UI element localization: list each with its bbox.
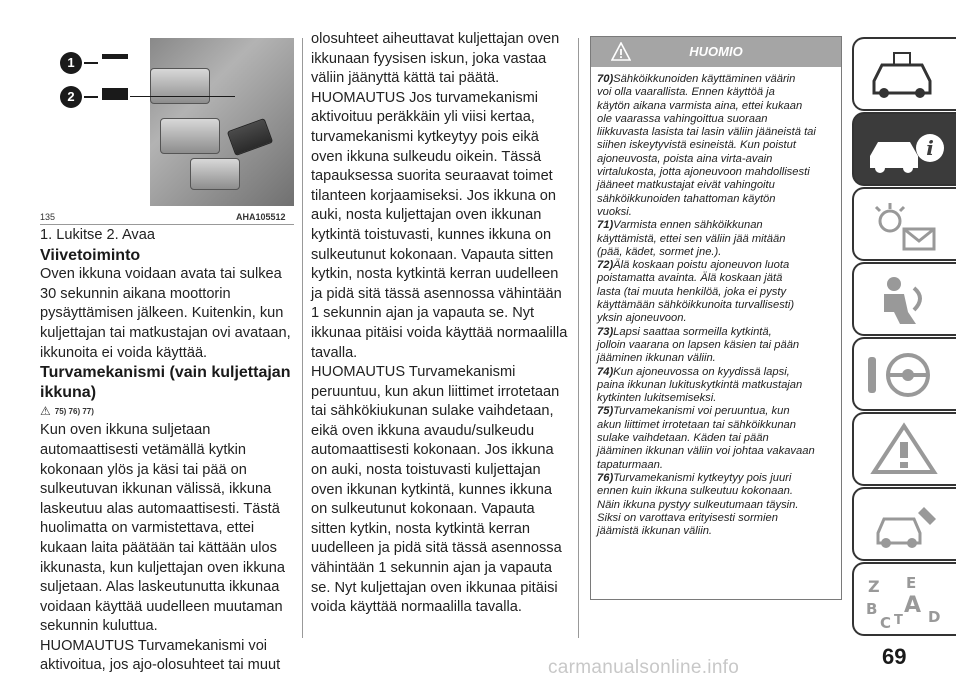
index-letter: Z <box>868 577 880 596</box>
index-letter: C <box>880 614 892 628</box>
reference-numbers: 75) 76) 77) <box>54 407 94 417</box>
text-line: kytkin, nosta kytkintä kerran uudelleen <box>311 266 559 283</box>
section-heading: Viivetoiminto <box>40 246 141 264</box>
caution-text: sulake vaihdetaan. Käden tai pään <box>597 432 769 445</box>
text-line: sulkeutuvan ikkunan välissä, ikkuna <box>40 481 272 498</box>
text-line: 30 sekunnin aikana moottorin <box>40 285 231 302</box>
text-line: oven ikkunan kytkintä, kunnes ikkuna <box>311 481 552 498</box>
column-divider <box>578 38 579 638</box>
column-2 <box>311 30 571 618</box>
window-switch <box>160 118 220 154</box>
text-line: voidaan käyttää uudelleen muutaman <box>40 598 283 615</box>
caution-item-number: 76) <box>597 471 614 484</box>
caution-text: käyttämään sähköikkunoita turvallisesti) <box>597 299 795 312</box>
text-line: Oven ikkuna voidaan avata tai sulkea <box>40 266 282 283</box>
window-switch <box>150 68 210 104</box>
text-line: ikkunoita ei voida käyttää. <box>40 344 208 361</box>
index-letter: T <box>894 613 903 628</box>
text-line: eikä oven ikkuna avaudu/sulkeudu <box>311 422 535 439</box>
text-line: väliin jäänyttä kättä tai päätä. <box>311 70 500 87</box>
caution-text: Turvamekanismi kytkeytyy pois juuri <box>613 471 792 484</box>
tab-car-info[interactable] <box>852 112 956 186</box>
text-line: aktivoituu peräkkäin yli viisi kertaa, <box>311 109 535 126</box>
caution-line <box>597 73 835 86</box>
index-letter: E <box>906 574 917 592</box>
steering-key-icon <box>864 347 944 403</box>
watermark: carmanualsonline.info <box>548 657 740 678</box>
window-switch-figure <box>40 38 294 206</box>
text-line: sekunnin kuluttua. <box>40 618 158 635</box>
text-line: automaattisesti vetämällä kytkin <box>40 441 247 458</box>
caution-item <box>597 326 835 366</box>
warning-lights-icon <box>864 197 944 253</box>
caution-text: tapaturmaan. <box>597 458 663 471</box>
caution-text: Sähköikkunoiden käyttäminen väärin <box>613 73 796 85</box>
tab-maintenance[interactable] <box>852 487 956 561</box>
caution-text: poistamatta avainta. Älä koskaan jätä <box>597 272 783 285</box>
caution-header <box>591 37 841 67</box>
car-dashboard-icon <box>864 47 944 103</box>
figure-legend: 1. Lukitse 2. Avaa <box>40 227 155 243</box>
caution-item <box>597 366 835 406</box>
paragraph <box>40 265 294 363</box>
caution-line <box>597 326 835 339</box>
text-line: kuljettajan tai matkustajan ovi avataan, <box>40 324 291 341</box>
caution-text: vuoksi. <box>597 205 632 218</box>
paragraph <box>40 421 294 676</box>
caution-line <box>597 472 835 485</box>
text-line: laskeutuu alas automaattisesti. Tästä <box>40 500 280 517</box>
callout-1: 1 <box>60 52 82 74</box>
text-line: uudelleen ja pidä sitä tässä asennossa <box>311 540 562 557</box>
caution-text: yksin ajoneuvoon. <box>597 312 687 325</box>
caution-line <box>597 405 835 418</box>
caution-text: käytön aikana varmista aina, ettei kukaan <box>597 99 803 112</box>
text-line: olosuhteet aiheuttavat kuljettajan oven <box>311 31 560 47</box>
caution-text: voi olla vaarallista. Ennen käyttöä ja <box>597 86 775 99</box>
window-switch <box>190 158 240 190</box>
caution-item <box>597 472 835 538</box>
caution-title: HUOMIO <box>689 44 743 59</box>
caution-text: paina ikkunan lukituskytkintä matkustajan <box>597 378 803 391</box>
text-line: sitten kytkin, nosta kytkintä kerran <box>311 520 530 537</box>
caution-text: Kun ajoneuvossa on kyydissä lapsi, <box>613 365 790 378</box>
emergency-toolbox-icon <box>864 422 944 478</box>
tab-index[interactable] <box>852 562 956 636</box>
section-heading <box>40 363 294 402</box>
alphabetical-index-icon <box>864 572 944 628</box>
text-line: automaattisesti kokonaan. Jos ikkuna <box>311 442 554 459</box>
text-line: tavalla. <box>311 344 358 361</box>
text-line: Kun oven ikkuna suljetaan <box>40 422 211 439</box>
caution-box <box>590 36 842 600</box>
tab-warning-lights[interactable] <box>852 187 956 261</box>
caution-item-number: 73) <box>597 325 614 338</box>
text-line: suljetaan. Alas laskeutunutta ikkunaa <box>40 579 280 596</box>
text-line: tilanteen korjaamiseksi. Jos ikkuna on <box>311 187 556 204</box>
index-letter: B <box>866 600 878 618</box>
caution-text: liikkuvasta lasista tai lasin väliin jääneistä tai <box>597 126 816 139</box>
text-line: kukaan laita päätään tai kättään ulos <box>40 539 277 556</box>
caution-text: ole vaarassa vahingoittua suoraan <box>597 112 768 125</box>
figure-code: AHA105512 <box>236 212 286 222</box>
heading-line: ikkuna) <box>40 383 97 401</box>
caution-text: Lapsi saattaa sormeilla kytkintä, <box>613 325 772 338</box>
caution-text: (pää, kädet, sormet jne.). <box>597 245 722 258</box>
caution-text: kytkinten lukitsemiseksi. <box>597 392 717 405</box>
index-letter: D <box>928 608 941 626</box>
caution-item-number: 74) <box>597 365 614 378</box>
caution-item <box>597 405 835 471</box>
text-line: se. Nyt kuljettajan oven ikkunaa pitäisi <box>311 579 558 596</box>
figure-number: 135 <box>40 212 56 222</box>
text-line: sulkeutunut kokonaan. Vapauta sitten <box>311 246 554 263</box>
pointer-line <box>130 96 235 97</box>
warning-references <box>40 402 294 421</box>
text-line: HUOMAUTUS Turvamekanismi voi <box>40 637 268 654</box>
text-line: ja pidä sitä tässä asennossa vähintään <box>311 285 562 302</box>
text-line: auki, nosta kuljettajan oven ikkunan <box>311 207 542 224</box>
tab-emergency[interactable] <box>852 412 956 486</box>
text-line: on sulkeutunut kokonaan. Vapauta <box>311 501 535 518</box>
text-line: tapauksessa suorita seuraavat toimet <box>311 168 553 185</box>
text-line: pysäyttämisen jälkeen. Kuitenkin, kun <box>40 305 284 322</box>
text-line: HUOMAUTUS Turvamekanismi <box>311 364 516 381</box>
car-service-icon <box>864 497 944 553</box>
caution-text: Turvamekanismi voi peruuntua, kun <box>613 405 790 418</box>
caution-line <box>597 366 835 379</box>
warning-triangle-icon: ⚠ <box>40 404 51 419</box>
caution-text: lasta (tai muuta henkilöä, joka ei pysty <box>597 285 787 298</box>
tab-safety[interactable] <box>852 262 956 336</box>
caution-item <box>597 219 835 259</box>
caution-text: Siksi on varottava erityisesti sormien <box>597 511 778 524</box>
caution-line <box>597 259 835 272</box>
caution-item-number: 72) <box>597 259 614 272</box>
column-divider <box>302 38 303 638</box>
caution-item-number: 70) <box>597 73 614 85</box>
text-line: 1 sekunnin ajan ja vapauta se. Nyt <box>311 305 535 322</box>
seat-airbag-icon <box>864 272 944 328</box>
svg-text:i: i <box>926 136 934 160</box>
page-number: 69 <box>882 644 907 669</box>
caution-item-number: 75) <box>597 405 614 418</box>
index-letter: A <box>904 593 922 618</box>
unlock-symbol <box>102 88 128 100</box>
caution-text: jolloin vaarana on lapsen käsien tai pään <box>597 338 800 351</box>
caution-item <box>597 73 835 219</box>
text-line: turvamekanismi kytkeytyy pois eikä <box>311 128 539 145</box>
warning-triangle-icon <box>611 42 631 62</box>
text-line: HUOMAUTUS Jos turvamekanismi <box>311 89 539 106</box>
caution-text: Näin ikkuna pystyy sulkeutumaan täysin. <box>597 498 799 511</box>
lock-symbol <box>102 54 128 59</box>
callout-2: 2 <box>60 86 82 108</box>
caution-text: siihen iskeytyvistä esineistä. Kun poistut <box>597 139 796 152</box>
text-line: voida käyttää normaalilla tavalla. <box>311 599 522 616</box>
caution-text: jääneet matkustajat eivät vahingoitu <box>597 179 775 192</box>
caution-text: ajoneuvosta, poista aina virta-avain <box>597 152 773 165</box>
text-line: vähintään 1 sekunnin ajan ja vapauta <box>311 560 552 577</box>
caution-text: ennen kuin ikkuna sulkeutuu kokonaan. <box>597 485 793 498</box>
text-line: ikkunaan fyysisen iskun, joka vastaa <box>311 50 547 67</box>
figure-rule <box>40 224 294 225</box>
text-line: on auki, nosta toistuvasti kuljettajan <box>311 462 541 479</box>
caution-body <box>591 67 841 538</box>
caution-text: sähköikkunoiden tahattoman käytön <box>597 192 776 205</box>
text-line: kokonaan ylös ja käsi tai pää on <box>40 461 247 478</box>
text-line: kytkintä toistuvasti, kunnes ikkuna on <box>311 226 552 243</box>
caution-text: jäämistä ikkunan väliin. <box>597 525 713 538</box>
caution-text: käyttämistä, ettei sen väliin jää mitään <box>597 232 786 245</box>
text-line: tai sähkökiukunan sulake vaihdetaan, <box>311 403 554 420</box>
caution-text: Varmista ennen sähköikkunan <box>613 219 763 232</box>
text-line: oven ikkuna sulkeudu oikein. Tässä <box>311 148 542 165</box>
tab-starting-driving[interactable] <box>852 337 956 411</box>
caution-text: Älä koskaan poistu ajoneuvon luota <box>613 259 790 272</box>
caution-text: akun liittimet irrotetaan tai sähköikkunan <box>597 418 796 431</box>
text-line: aktivoitua, jos ajo-olosuhteet tai muut <box>40 657 281 674</box>
text-line: huolimatta on varmistettava, ettei <box>40 520 255 537</box>
caution-item <box>597 259 835 325</box>
callout-line <box>84 96 98 98</box>
heading-line: Turvamekanismi (vain kuljettajan <box>40 364 291 382</box>
car-info-icon <box>864 122 944 178</box>
text-line: ikkunasta, kun kuljettajan oven ikkuna <box>40 559 286 576</box>
text-line: ikkunaa pitäisi voida käyttää normaalilla <box>311 324 568 341</box>
caution-text: jääminen ikkunan väliin. <box>597 352 716 365</box>
text-line: peruuntuu, kun akun liittimet irrotetaan <box>311 383 560 400</box>
tab-car-dashboard[interactable] <box>852 37 956 111</box>
caution-text: virtalukosta, jotta ajoneuvoon mahdollisesti <box>597 166 810 179</box>
caution-line <box>597 219 835 232</box>
caution-text: jääminen ikkunan väliin voi johtaa vakavaan <box>597 445 815 458</box>
column-1 <box>40 226 294 676</box>
callout-line <box>84 62 98 64</box>
caution-item-number: 71) <box>597 219 614 232</box>
